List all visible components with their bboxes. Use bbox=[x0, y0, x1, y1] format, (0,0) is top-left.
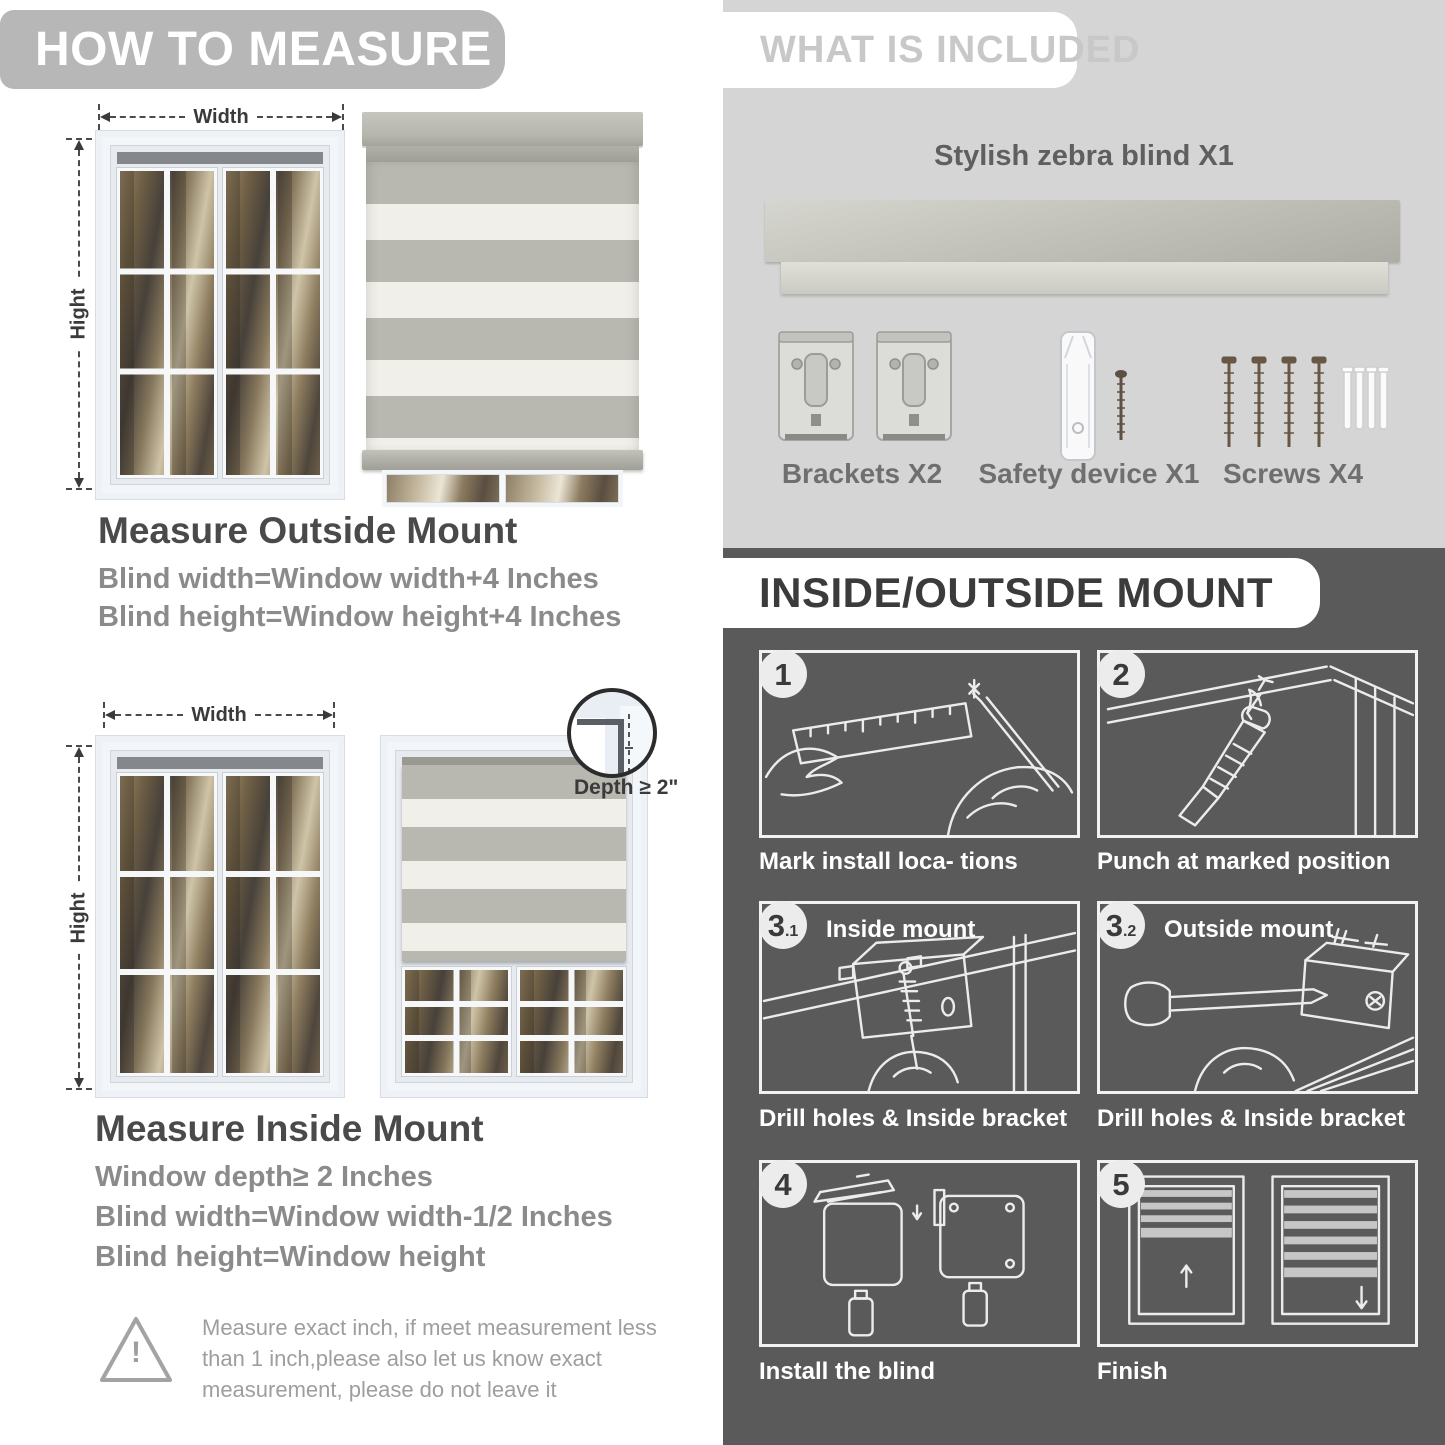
what-is-included-panel bbox=[723, 0, 1445, 548]
step-2-illustration-drill bbox=[1100, 653, 1415, 835]
step-3-2-title: Outside mount bbox=[1164, 916, 1334, 943]
blind-headrail bbox=[362, 112, 643, 146]
dashed-line bbox=[115, 714, 183, 716]
step-2-caption: Punch at marked position bbox=[1097, 848, 1391, 875]
width-label: Width bbox=[193, 105, 249, 128]
peek-glass-right bbox=[505, 474, 619, 503]
step-2-box bbox=[1097, 650, 1418, 838]
height-label: Hight bbox=[64, 278, 95, 349]
height-arrow-inside bbox=[66, 745, 92, 1090]
step-4-illustration-install-blind bbox=[762, 1163, 1077, 1344]
step-3-2-box bbox=[1097, 901, 1418, 1094]
window-inner-frame bbox=[110, 145, 330, 485]
step-5-badge: 5 bbox=[1097, 1160, 1145, 1208]
window-doors bbox=[117, 164, 323, 478]
step-3-2-caption: Drill holes & Inside bracket bbox=[1097, 1105, 1406, 1132]
step-4-box bbox=[759, 1160, 1080, 1347]
blind-bottom-rail bbox=[362, 450, 643, 470]
window-pane-right bbox=[223, 773, 323, 1076]
peek-glass-left bbox=[386, 474, 500, 503]
window-photo-outside bbox=[95, 130, 345, 500]
arrowhead-right-icon bbox=[332, 112, 342, 122]
outside-mount-line-1: Blind width=Window width+4 Inches bbox=[98, 563, 599, 595]
warning-exclamation: ! bbox=[131, 1336, 141, 1370]
product-label: Stylish zebra blind X1 bbox=[934, 140, 1234, 172]
inside-mount-line-1: Window depth≥ 2 Inches bbox=[95, 1161, 433, 1193]
step-4-badge: 4 bbox=[759, 1160, 807, 1208]
step-4-caption: Install the blind bbox=[759, 1358, 936, 1385]
inside-outside-mount-title: INSIDE/OUTSIDE MOUNT bbox=[759, 569, 1274, 616]
window-pane-left bbox=[117, 773, 217, 1076]
what-is-included-title: WHAT IS INCLUDED bbox=[760, 28, 1141, 71]
width-arrow-inside bbox=[103, 702, 335, 728]
brackets-icon bbox=[775, 330, 955, 448]
window-pane-left bbox=[402, 967, 511, 1076]
window-photo-inside bbox=[95, 735, 345, 1098]
step-1-illustration-mark-locations bbox=[762, 653, 1077, 835]
arrow-tick bbox=[66, 488, 92, 490]
arrowhead-left-icon bbox=[105, 710, 115, 720]
warning-triangle-icon bbox=[96, 1312, 176, 1388]
inside-mount-line-3: Blind height=Window height bbox=[95, 1241, 486, 1273]
arrowhead-up-icon bbox=[74, 140, 84, 150]
measure-warning bbox=[96, 1312, 672, 1405]
step-3-2-badge: 3 .2 bbox=[1097, 901, 1145, 949]
window-doors bbox=[117, 769, 323, 1076]
window-doors bbox=[402, 961, 626, 1076]
step-1-caption: Mark install loca- tions bbox=[759, 848, 1018, 875]
blind-bottomrail-image bbox=[781, 262, 1388, 294]
step-5-illustration-finish bbox=[1100, 1163, 1415, 1344]
window-pane-right bbox=[517, 967, 626, 1076]
step-1-box bbox=[759, 650, 1080, 838]
inside-outside-mount-panel bbox=[723, 548, 1445, 1445]
height-arrow-outside bbox=[66, 138, 92, 490]
arrowhead-right-icon bbox=[323, 710, 333, 720]
arrowhead-down-icon bbox=[74, 1078, 84, 1088]
step-3-1-box bbox=[759, 901, 1080, 1094]
inside-outside-mount-banner bbox=[723, 558, 1320, 628]
window-inner-frame bbox=[110, 750, 330, 1083]
depth-label: Depth ≥ 2" bbox=[574, 776, 679, 799]
arrowhead-down-icon bbox=[74, 478, 84, 488]
zebra-blind-illustration bbox=[362, 112, 643, 507]
safety-device-icon bbox=[1053, 328, 1143, 468]
screws-label: Screws X4 bbox=[1222, 458, 1364, 489]
outside-mount-heading: Measure Outside Mount bbox=[98, 510, 518, 551]
dashed-line bbox=[255, 714, 323, 716]
blind-headrail-image bbox=[765, 200, 1400, 262]
dashed-line bbox=[257, 116, 332, 118]
dashed-line bbox=[110, 116, 185, 118]
step-5-box bbox=[1097, 1160, 1418, 1347]
arrow-tick bbox=[66, 1088, 92, 1090]
depth-magnifier bbox=[565, 686, 659, 780]
brackets-label: Brackets X2 bbox=[781, 458, 943, 489]
width-arrow-outside bbox=[98, 104, 344, 130]
blind-headrail-front bbox=[366, 146, 639, 162]
warning-text: Measure exact inch, if meet measurement less than 1 inch,please also let us know exact measurement, please do not leave it bbox=[202, 1315, 657, 1402]
window-peek bbox=[382, 470, 624, 507]
outside-mount-line-2: Blind height=Window height+4 Inches bbox=[98, 601, 622, 633]
arrowhead-up-icon bbox=[74, 747, 84, 757]
safety-device-label: Safety device X1 bbox=[978, 458, 1200, 489]
window-pane-left bbox=[117, 168, 217, 478]
step-5-caption: Finish bbox=[1097, 1358, 1168, 1385]
window-top-shade bbox=[117, 152, 323, 164]
what-is-included-banner bbox=[723, 12, 1141, 88]
step-1-badge: 1 bbox=[759, 650, 807, 698]
width-label: Width bbox=[191, 703, 247, 726]
blind-fabric-stripes bbox=[366, 162, 639, 450]
step-3-1-caption: Drill holes & Inside bracket bbox=[759, 1105, 1068, 1132]
arrow-tick bbox=[333, 702, 335, 728]
arrowhead-left-icon bbox=[100, 112, 110, 122]
how-to-measure-title: HOW TO MEASURE bbox=[35, 23, 492, 76]
step-3-1-title: Inside mount bbox=[826, 916, 976, 943]
window-top-shade bbox=[117, 757, 323, 769]
step-3-1-badge: 3 .1 bbox=[759, 901, 807, 949]
arrow-tick bbox=[342, 104, 344, 130]
how-to-measure-banner bbox=[0, 10, 505, 89]
screws-icon bbox=[1218, 355, 1388, 467]
inside-mount-heading: Measure Inside Mount bbox=[95, 1108, 484, 1149]
height-label: Hight bbox=[64, 882, 95, 953]
window-pane-right bbox=[223, 168, 323, 478]
step-2-badge: 2 bbox=[1097, 650, 1145, 698]
inside-mount-line-2: Blind width=Window width-1/2 Inches bbox=[95, 1201, 613, 1233]
